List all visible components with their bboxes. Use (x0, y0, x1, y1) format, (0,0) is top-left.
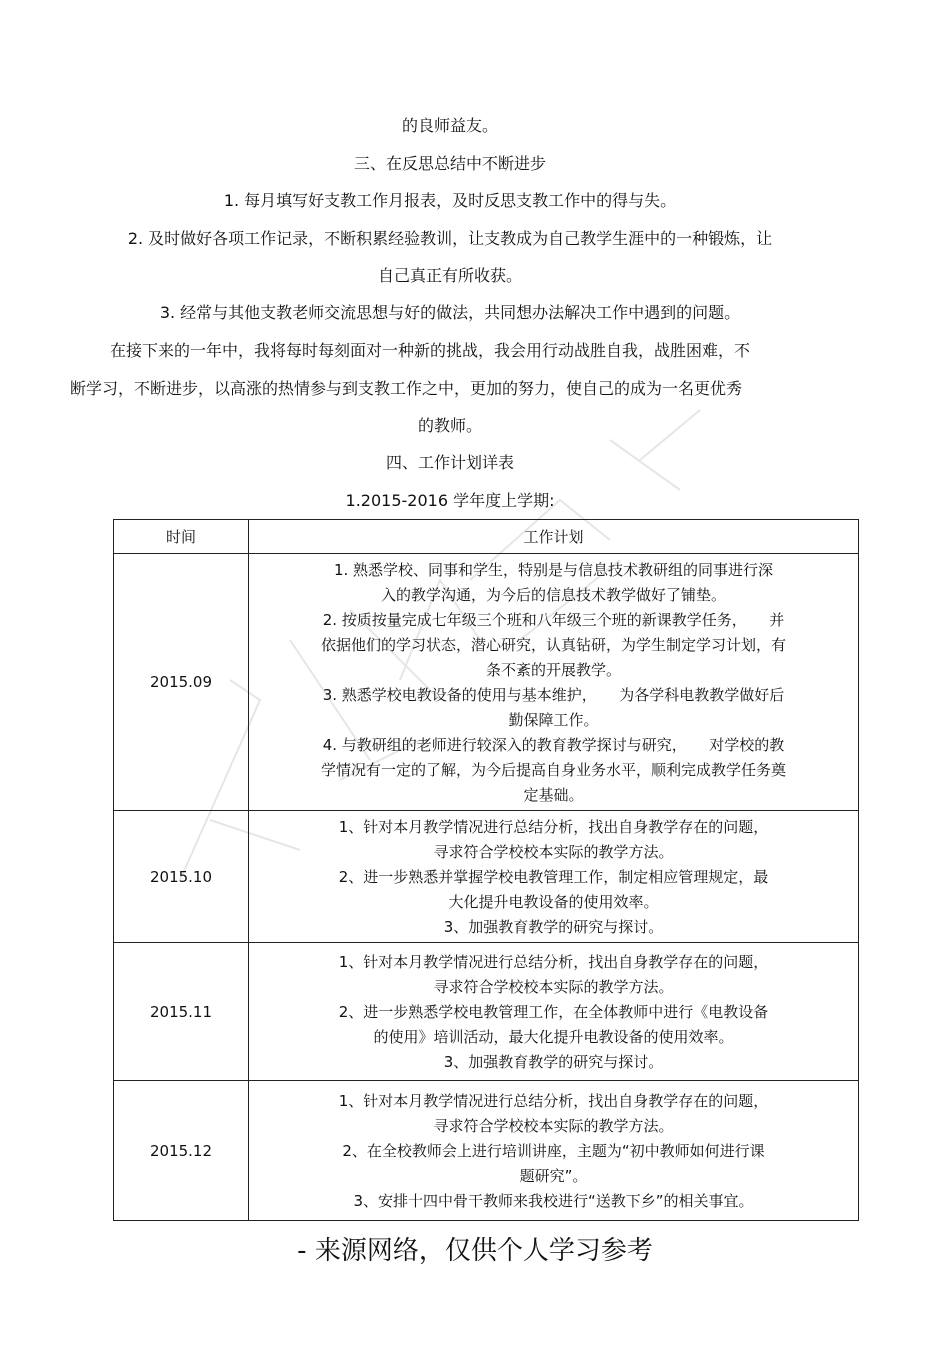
table-row (114, 554, 859, 811)
plan-item-continuation: 大化提升电教设备的使用效率。 (448, 893, 659, 911)
section-heading-4: 四、工作计划详表 (385, 453, 514, 472)
plan-item: 4. 与教研组的老师进行较深入的教育教学探讨与研究， 对学校的教 (322, 736, 785, 754)
table-row (114, 811, 859, 943)
plan-item: 3、加强教育教学的研究与探讨。 (443, 1053, 664, 1071)
plan-item: 3、加强教育教学的研究与探讨。 (443, 918, 664, 936)
plan-item: 3. 熟悉学校电教设备的使用与基本维护， 为各学科电教教学做好后 (322, 686, 785, 704)
work-plan-table (113, 519, 859, 1221)
plan-item-continuation: 学情况有一定的了解，为今后提高自身业务水平，顺利完成教学任务奠 (320, 761, 786, 779)
plan-item: 1. 熟悉学校、同事和学生，特别是与信息技术教研组的同事进行深 (333, 561, 774, 579)
plan-item: 1、针对本月教学情况进行总结分析，找出自身教学存在的问题， (338, 1092, 769, 1110)
plan-item-continuation: 勤保障工作。 (508, 711, 599, 729)
plan-item: 2、进一步熟悉并掌握学校电教管理工作，制定相应管理规定，最 (338, 868, 769, 886)
table-row (114, 1081, 859, 1221)
text-line-item-3: 3. 经常与其他支教老师交流思想与好的做法，共同想办法解决工作中遇到的问题。 (159, 303, 741, 322)
paragraph-line-1: 在接下来的一年中，我将每时每刻面对一种新的挑战，我会用行动战胜自我，战胜困难，不 (110, 341, 751, 360)
paragraph-line-2: 断学习，不断进步，以高涨的热情参与到支教工作之中，更加的努力，使自己的成为一名更优秀 (70, 379, 743, 398)
row-time-cell: 2015.11 (114, 943, 249, 1081)
plan-item: 2. 按质按量完成七年级三个班和八年级三个班的新课教学任务， 并 (322, 611, 785, 629)
table-row (114, 943, 859, 1081)
plan-item-continuation: 条不紊的开展教学。 (485, 661, 621, 679)
text-line-item-2: 2. 及时做好各项工作记录，不断积累经验教训，让支教成为自己教学生涯中的一种锻炼，让 (127, 229, 773, 248)
row-time-cell: 2015.10 (114, 811, 249, 943)
plan-item-continuation: 寻求符合学校校本实际的教学方法。 (433, 843, 674, 861)
text-line-item-1: 1. 每月填写好支教工作月报表，及时反思支教工作中的得与失。 (223, 191, 677, 210)
plan-item-continuation: 寻求符合学校校本实际的教学方法。 (433, 978, 674, 996)
plan-item: 1、针对本月教学情况进行总结分析，找出自身教学存在的问题， (338, 818, 769, 836)
table-header-row (114, 520, 859, 554)
table-body (114, 554, 859, 1221)
text-line-1: 的良师益友。 (401, 116, 498, 135)
plan-item-continuation: 入的教学沟通，为今后的信息技术教学做好了铺垫。 (380, 586, 726, 604)
plan-item-continuation: 的使用》培训活动，最大化提升电教设备的使用效率。 (373, 1028, 734, 1046)
footer-source-note: - 来源网络，仅供个人学习参考 (297, 1236, 653, 1266)
row-time-cell: 2015.09 (114, 554, 249, 811)
section-heading-3: 三、在反思总结中不断进步 (353, 154, 546, 173)
row-time-cell: 2015.12 (114, 1081, 249, 1221)
plan-item: 3、安排十四中骨干教师来我校进行“送教下乡”的相关事宜。 (353, 1192, 754, 1210)
plan-item-continuation: 定基础。 (523, 786, 584, 804)
semester-subheading: 1.2015-2016 学年度上学期: (345, 491, 555, 510)
header-plan: 工作计划 (249, 520, 859, 554)
plan-item-continuation: 寻求符合学校校本实际的教学方法。 (433, 1117, 674, 1135)
header-time: 时间 (114, 520, 249, 554)
plan-item: 2、在全校教师会上进行培训讲座，主题为“初中教师如何进行课 (342, 1142, 765, 1160)
row-plan-cell (249, 943, 859, 1081)
plan-item-continuation: 题研究”。 (519, 1167, 588, 1185)
paragraph-line-3: 的教师。 (417, 416, 482, 435)
row-plan-cell (249, 1081, 859, 1221)
text-line-item-2-cont: 自己真正有所收获。 (377, 266, 522, 285)
row-plan-cell (249, 811, 859, 943)
plan-item-continuation: 依据他们的学习状态，潜心研究，认真钻研，为学生制定学习计划，有 (320, 636, 786, 654)
plan-item: 2、进一步熟悉学校电教管理工作，在全体教师中进行《电教设备 (338, 1003, 769, 1021)
row-plan-cell (249, 554, 859, 811)
plan-item: 1、针对本月教学情况进行总结分析，找出自身教学存在的问题， (338, 953, 769, 971)
